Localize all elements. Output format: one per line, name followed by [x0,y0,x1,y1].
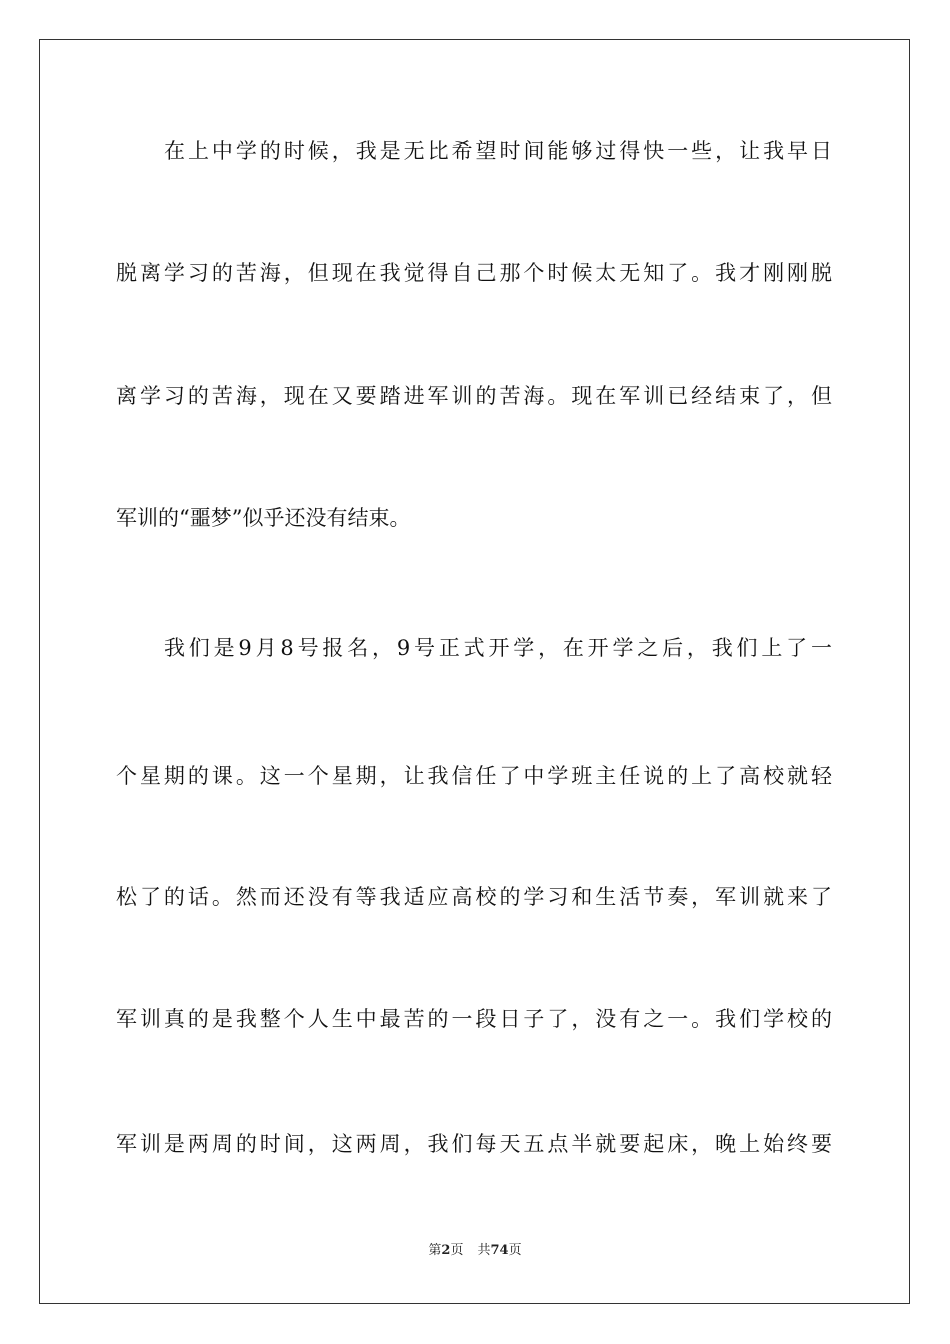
page-number: 第2页 [428,1243,464,1258]
page-border [39,39,910,1304]
paragraph-2-line-3: 松了的话。然而还没有等我适应高校的学习和生活节奏，军训就来了 [116,885,832,909]
paragraph-2-line-4: 军训真的是我整个人生中最苦的一段日子了，没有之一。我们学校的 [116,1007,832,1031]
paragraph-1-line-2: 脱离学习的苦海，但现在我觉得自己那个时候太无知了。我才刚刚脱 [116,261,832,285]
paragraph-1-line-1: 在上中学的时候，我是无比希望时间能够过得快一些，让我早日 [164,139,832,163]
page-total: 共74页 [477,1243,522,1258]
paragraph-2-line-2: 个星期的课。这一个星期，让我信任了中学班主任说的上了高校就轻 [116,764,832,788]
paragraph-2-line-5: 军训是两周的时间，这两周，我们每天五点半就要起床，晚上始终要 [116,1132,832,1156]
paragraph-1-line-3: 离学习的苦海，现在又要踏进军训的苦海。现在军训已经结束了，但 [116,384,832,408]
paragraph-2-line-1: 我们是9月8号报名，9号正式开学，在开学之后，我们上了一 [164,636,832,660]
page-footer [0,1242,950,1260]
paragraph-1-line-4: 军训的“噩梦”似乎还没有结束。 [116,506,411,530]
